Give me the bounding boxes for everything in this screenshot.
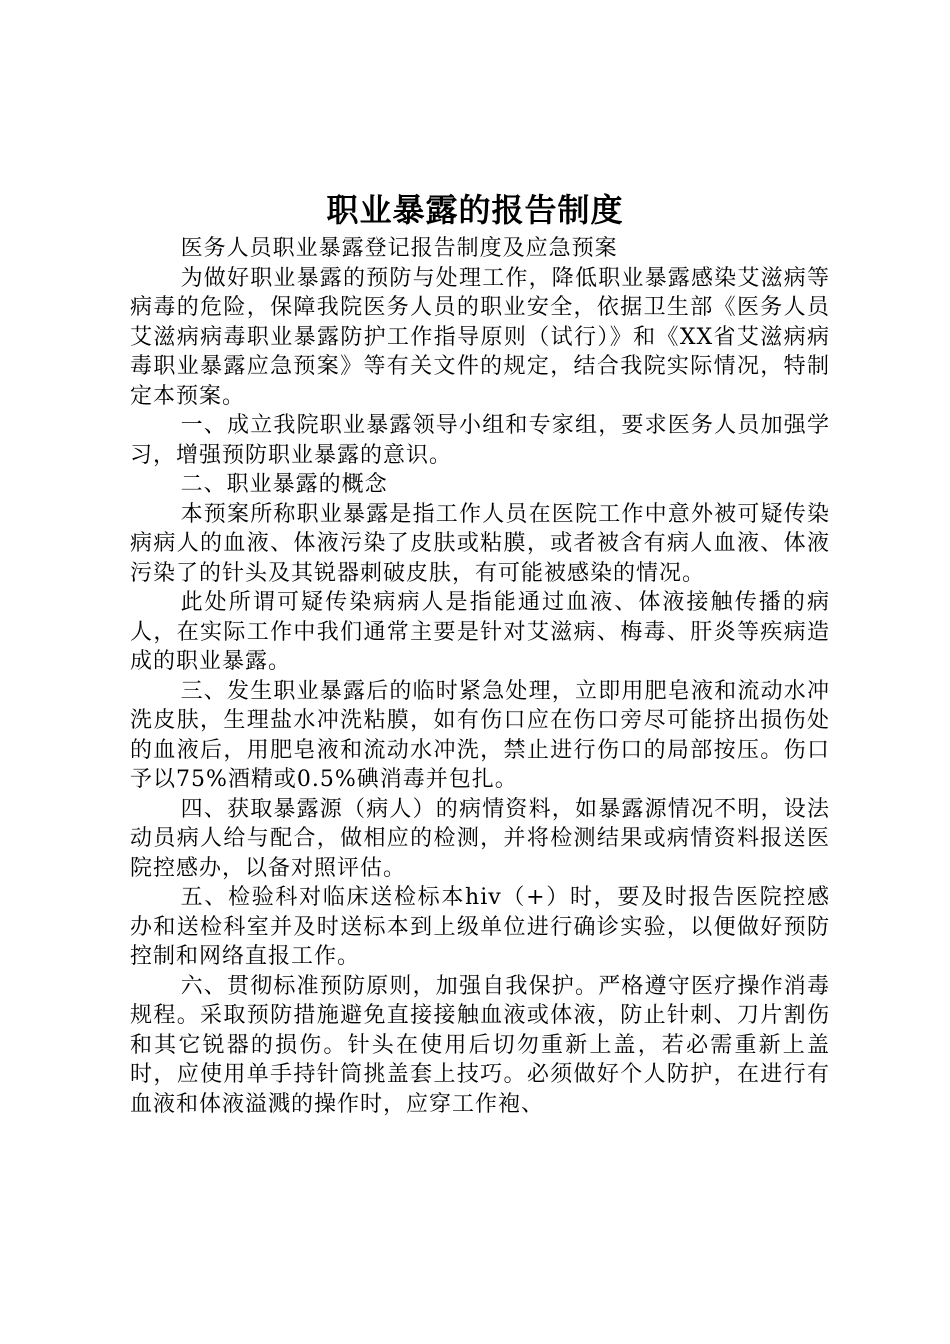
body-paragraph: 五、检验科对临床送检标本hiv（+）时，要及时报告医院控感办和送检科室并及时送标本到上级单位进行确诊实验，以便做好预防控制和网络直报工作。	[130, 885, 830, 969]
body-paragraph: 六、贯彻标准预防原则，加强自我保护。严格遵守医疗操作消毒规程。采取预防措施避免直接接触血液或体液，防止针刺、刀片割伤和其它锐器的损伤。针头在使用后切勿重新上盖，若必需重新上盖时，应使用单手持针筒挑盖套上技巧。必须做好个人防护，在进行有血液和体液溢溅的操作时，应穿工作袍、	[130, 973, 830, 1117]
body-paragraph: 三、发生职业暴露后的临时紧急处理，立即用肥皂液和流动水冲洗皮肤，生理盐水冲洗粘膜，如有伤口应在伤口旁尽可能挤出损伤处的血液后，用肥皂液和流动水冲洗，禁止进行伤口的局部按压。伤口予以75%酒精或0.5%碘消毒并包扎。	[130, 678, 830, 792]
document-title: 职业暴露的报告制度	[326, 191, 624, 229]
body-paragraph: 此处所谓可疑传染病病人是指能通过血液、体液接触传播的病人，在实际工作中我们通常主要是针对艾滋病、梅毒、肝炎等疾病造成的职业暴露。	[130, 590, 830, 674]
body-paragraph: 四、获取暴露源（病人）的病情资料，如暴露源情况不明，设法动员病人给与配合，做相应的检测，并将检测结果或病情资料报送医院控感办，以备对照评估。	[130, 796, 830, 881]
section-heading: 二、职业暴露的概念	[180, 472, 388, 497]
subtitle-paragraph: 医务人员职业暴露登记报告制度及应急预案	[180, 236, 618, 261]
body-paragraph: 为做好职业暴露的预防与处理工作，降低职业暴露感染艾滋病等病毒的危险，保障我院医务人员的职业安全，依据卫生部《医务人员艾滋病病毒职业暴露防护工作指导原则（试行）》和《XX省艾滋病病毒职业暴露应急预案》等有关文件的规定，结合我院实际情况，特制定本预案。	[130, 265, 830, 409]
body-paragraph: 本预案所称职业暴露是指工作人员在医院工作中意外被可疑传染病病人的血液、体液污染了皮肤或粘膜，或者被含有病人血液、体液污染了的针头及其锐器刺破皮肤，有可能被感染的情况。	[130, 501, 830, 586]
body-paragraph: 一、成立我院职业暴露领导小组和专家组，要求医务人员加强学习，增强预防职业暴露的意识。	[130, 413, 830, 468]
document-body	[130, 234, 830, 1119]
